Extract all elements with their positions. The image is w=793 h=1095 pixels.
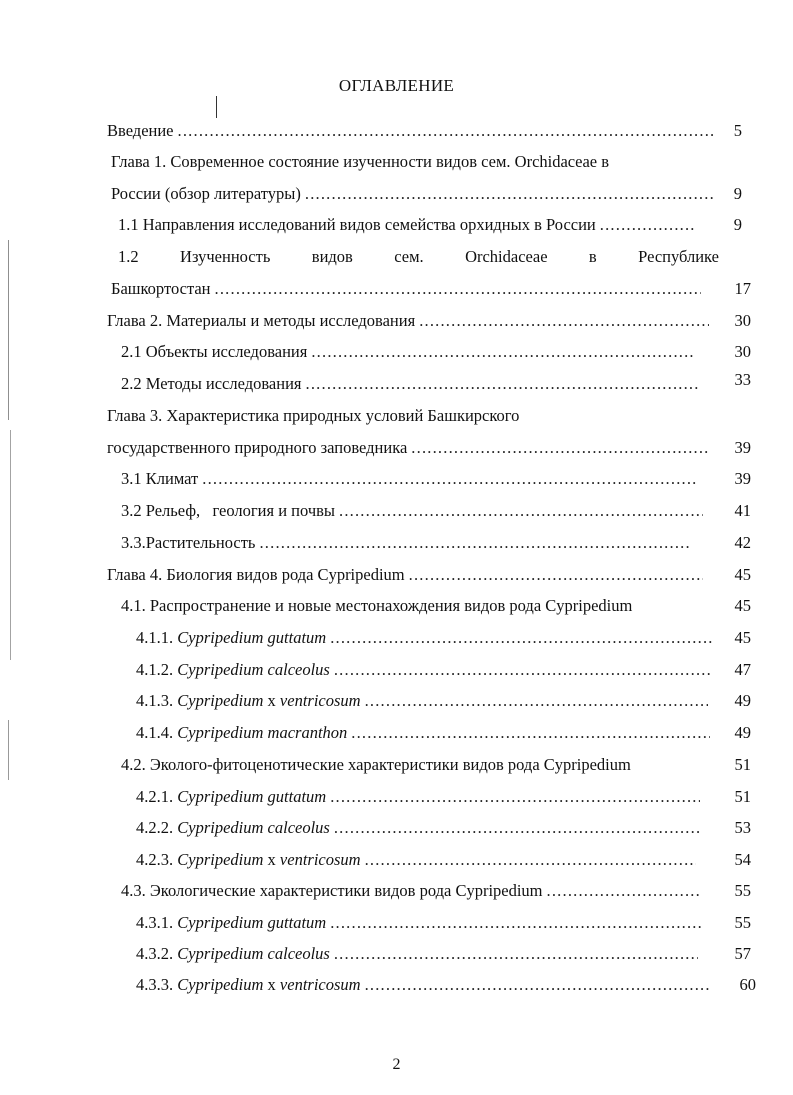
dot-leader xyxy=(365,974,710,996)
toc-page: 5 xyxy=(733,121,742,140)
toc-page: 47 xyxy=(734,660,751,679)
toc-entry-4-2-1[interactable]: 4.2.1. Cypripedium guttatum ..... xyxy=(136,786,704,808)
toc-page: 55 xyxy=(734,881,751,900)
toc-page: 51 xyxy=(734,755,751,774)
toc-entry-intro[interactable]: Введение ..... xyxy=(107,120,719,142)
dot-leader xyxy=(334,943,698,965)
toc-page: 54 xyxy=(734,850,751,869)
toc-page: 9 xyxy=(733,184,742,203)
toc-entry-1-2[interactable]: 1.2 Изученность видов сем. Orchidaceae в Республике xyxy=(118,247,719,266)
dot-leader xyxy=(365,849,696,871)
toc-entry-2-1[interactable]: 2.1 Объекты исследования ..... xyxy=(121,341,699,363)
dot-leader xyxy=(202,468,697,490)
dot-leader xyxy=(351,722,710,744)
toc-entry-4-1-2[interactable]: 4.1.2. Cypripedium calceolus ..... xyxy=(136,659,716,681)
toc-page: 30 xyxy=(734,342,751,361)
dot-leader xyxy=(411,437,709,459)
dot-leader xyxy=(215,278,701,300)
dot-leader xyxy=(330,786,700,808)
dot-leader xyxy=(419,310,709,332)
toc-page: 60 xyxy=(739,975,756,994)
toc-entry-4-1-1[interactable]: 4.1.1. Cypripedium guttatum ..... xyxy=(136,627,716,649)
toc-entry-4-3-3[interactable]: 4.3.3. Cypripedium x ventricosum ..... xyxy=(136,974,714,996)
dot-leader xyxy=(600,214,694,236)
toc-page: 45 xyxy=(734,628,751,647)
page-title: ОГЛАВЛЕНИЕ xyxy=(338,76,455,95)
dot-leader xyxy=(306,373,699,395)
dot-leader xyxy=(330,912,702,934)
toc-page: 41 xyxy=(734,501,751,520)
toc-page: 39 xyxy=(734,469,751,488)
toc-entry-4-2-2[interactable]: 4.2.2. Cypripedium calceolus ..... xyxy=(136,817,704,839)
toc-entry-2-2[interactable]: 2.2 Методы исследования ..... xyxy=(121,373,703,395)
dot-leader xyxy=(334,659,712,681)
toc-page: 9 xyxy=(733,215,742,234)
toc-page: 42 xyxy=(734,533,751,552)
toc-entry-chapter-3-cont[interactable]: государственного природного заповедника ..... xyxy=(107,437,713,459)
toc-page: 30 xyxy=(734,311,751,330)
dot-leader xyxy=(334,817,700,839)
toc-entry-4-3-1[interactable]: 4.3.1. Cypripedium guttatum ..... xyxy=(136,912,706,934)
toc-entry-4-1-4[interactable]: 4.1.4. Cypripedium macranthon ..... xyxy=(136,722,714,744)
toc-entry-1-1[interactable]: 1.1 Направления исследований видов семейства орхидных в России ..... xyxy=(118,214,698,236)
toc-page: 33 xyxy=(734,370,751,389)
toc-entry-3-2[interactable]: 3.2 Рельеф, геология и почвы ..... xyxy=(121,500,707,522)
dot-leader xyxy=(339,500,703,522)
toc-entry-chapter-3[interactable]: Глава 3. Характеристика природных условий Башкирского xyxy=(107,406,520,425)
toc-entry-4-1-3[interactable]: 4.1.3. Cypripedium x ventricosum ..... xyxy=(136,690,712,712)
toc-entry-chapter-2[interactable]: Глава 2. Материалы и методы исследования ..... xyxy=(107,310,713,332)
toc-page: 49 xyxy=(734,691,751,710)
dot-leader xyxy=(178,120,715,142)
toc-page: 39 xyxy=(734,438,751,457)
toc-page: 45 xyxy=(734,565,751,584)
toc-page: 57 xyxy=(734,944,751,963)
toc-page: 53 xyxy=(734,818,751,837)
toc-entry-4-2-3[interactable]: 4.2.3. Cypripedium x ventricosum ..... xyxy=(136,849,700,871)
dot-leader xyxy=(330,627,712,649)
dot-leader xyxy=(409,564,703,586)
dot-leader xyxy=(305,183,715,205)
toc-entry-4-3[interactable]: 4.3. Экологические характеристики видов рода Cypripedium ..... xyxy=(121,880,703,902)
toc-page: 55 xyxy=(734,913,751,932)
toc-entry-chapter-4[interactable]: Глава 4. Биология видов рода Cypripedium ..... xyxy=(107,564,707,586)
toc-entry-4-1[interactable]: 4.1. Распространение и новые местонахождения видов рода Cypripedium xyxy=(121,596,633,615)
toc-page: 17 xyxy=(734,279,751,298)
toc-page: 45 xyxy=(734,596,751,615)
page-number: 2 xyxy=(392,1056,401,1073)
dot-leader xyxy=(365,690,708,712)
toc-page: 49 xyxy=(734,723,751,742)
toc-entry-3-3[interactable]: 3.3.Растительность ..... xyxy=(121,532,695,554)
dot-leader xyxy=(311,341,695,363)
dot-leader xyxy=(547,880,699,902)
toc-page: 51 xyxy=(734,787,751,806)
toc-entry-4-3-2[interactable]: 4.3.2. Cypripedium calceolus ..... xyxy=(136,943,702,965)
toc-entry-chapter-1-cont[interactable]: России (обзор литературы) ..... xyxy=(111,183,719,205)
dot-leader xyxy=(259,532,691,554)
toc-entry-chapter-1[interactable]: Глава 1. Современное состояние изученности видов сем. Orchidaceae в xyxy=(111,152,610,171)
toc-entry-3-1[interactable]: 3.1 Климат ..... xyxy=(121,468,701,490)
toc-entry-4-2[interactable]: 4.2. Эколого-фитоценотические характеристики видов рода Cypripedium xyxy=(121,755,631,774)
toc-entry-1-2-cont[interactable]: Башкортостан ..... xyxy=(111,278,705,300)
